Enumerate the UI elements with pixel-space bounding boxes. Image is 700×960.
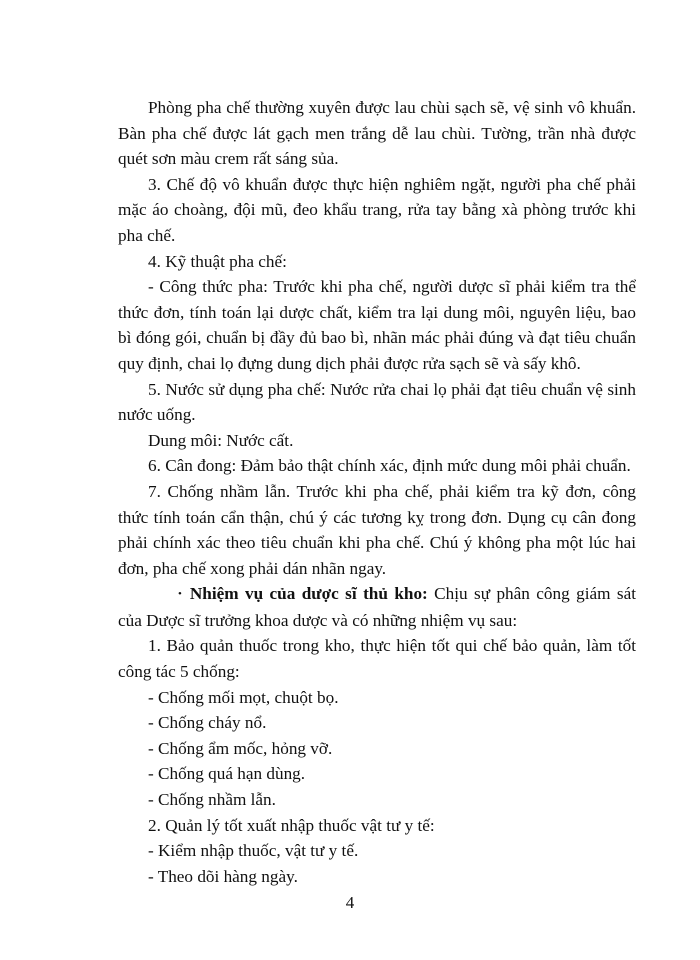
paragraph-measuring: 6. Cân đong: Đảm bảo thật chính xác, định mức dung môi phải chuẩn. xyxy=(148,456,631,476)
paragraph-storage: 1. Bảo quản thuốc trong kho, thực hiện tốt qui chế bảo quản, làm tốt công tác 5 chống: xyxy=(118,636,636,682)
paragraph-formula: - Công thức pha: Trước khi pha chế, người dược sĩ phải kiểm tra thể thức đơn, tính toán lại dược chất, kiểm tra lại dung môi, nguyên liệu, bao bì đóng gói, chuẩn bị đầy đủ bao bì, nhãn mác phải đúng và đạt tiêu chuẩn quy định, chai lọ đựng dung dịch phải được rửa sạch sẽ và sấy khô. xyxy=(118,277,636,373)
page-number: 4 xyxy=(345,893,355,912)
paragraph-inventory-management: 2. Quản lý tốt xuất nhập thuốc vật tư y tế: xyxy=(148,815,435,835)
bullet-icon: • xyxy=(178,588,182,601)
document-body xyxy=(118,95,636,889)
paragraph-sterile-regime: 3. Chế độ vô khuẩn được thực hiện nghiêm ngặt, người pha chế phải mặc áo choàng, đội mũ, đeo khẩu trang, rửa tay bằng xà phòng trước khi pha chế. xyxy=(118,174,636,245)
list-item: - Kiểm nhập thuốc, vật tư y tế. xyxy=(148,841,359,861)
paragraph-water: 5. Nước sử dụng pha chế: Nước rửa chai lọ phải đạt tiêu chuẩn vệ sinh nước uống. xyxy=(118,379,636,425)
warehouse-duties-heading: Nhiệm vụ của dược sĩ thủ kho: xyxy=(189,584,428,604)
paragraph-pharmacy-room: Phòng pha chế thường xuyên được lau chùi sạch sẽ, vệ sinh vô khuẩn. Bàn pha chế được lát gạch men trắng dễ lau chùi. Tường, trần nhà được quét sơn màu crem rất sáng sủa. xyxy=(118,98,636,169)
paragraph-warehouse-duties xyxy=(118,581,636,633)
warehouse-duties-text: Chịu sự phân công giám sát của Dược sĩ trưởng khoa dược và có những nhiệm vụ sau: xyxy=(118,584,636,630)
list-item: - Theo dõi hàng ngày. xyxy=(148,866,298,886)
paragraph-solvent: Dung môi: Nước cất. xyxy=(148,430,294,450)
list-item: - Chống cháy nổ. xyxy=(148,713,267,733)
list-item: - Chống mối mọt, chuột bọ. xyxy=(148,687,339,707)
list-item: - Chống quá hạn dùng. xyxy=(148,764,306,784)
paragraph-technique-heading: 4. Kỹ thuật pha chế: xyxy=(148,251,287,271)
paragraph-anti-confusion: 7. Chống nhầm lẫn. Trước khi pha chế, phải kiểm tra kỹ đơn, công thức tính toán cẩn thận, chú ý các tương kỵ trong đơn. Dụng cụ cân đong phải chính xác theo tiêu chuẩn khi pha chế. Chú ý không pha một lúc hai đơn, pha chế xong phải dán nhãn ngay. xyxy=(118,481,636,578)
list-item: - Chống nhầm lẫn. xyxy=(148,790,276,810)
list-item: - Chống ẩm mốc, hỏng vỡ. xyxy=(148,738,333,758)
